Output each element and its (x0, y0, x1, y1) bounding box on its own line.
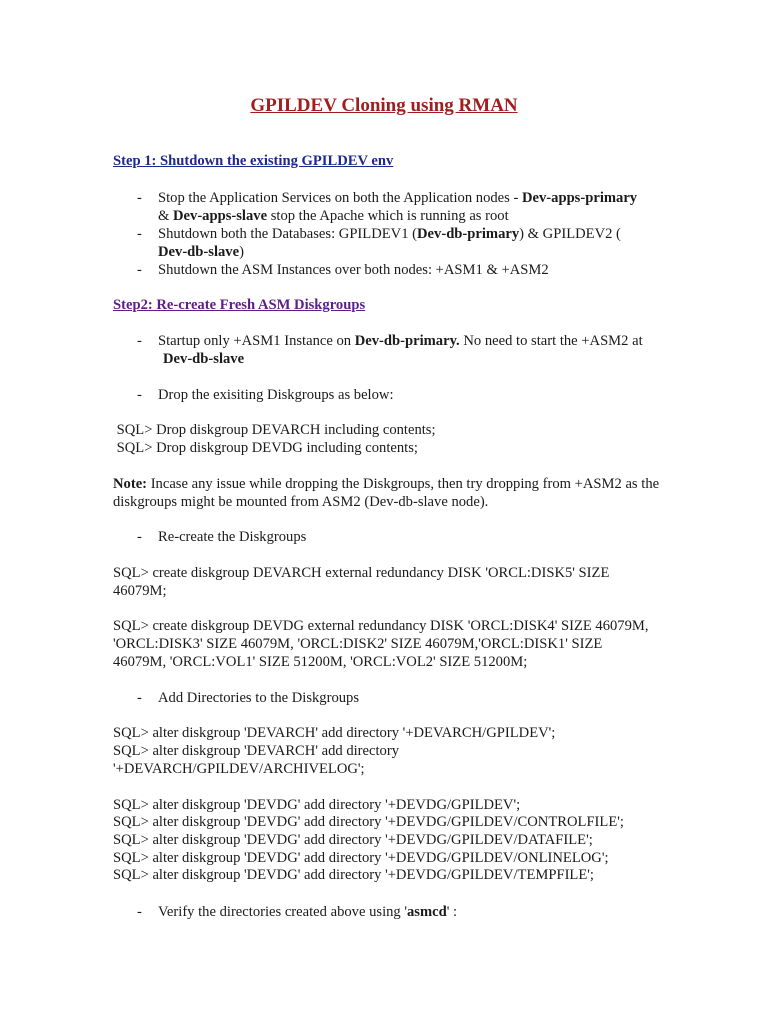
create-sql-devarch: SQL> create diskgroup DEVARCH external redundancy DISK 'ORCL:DISK5' SIZE 46079M; (113, 565, 610, 599)
step2-bullet-verify (137, 903, 677, 921)
create-sql-devdg: SQL> create diskgroup DEVDG external redundancy DISK 'ORCL:DISK4' SIZE 46079M, 'ORCL:DISK3' SIZE 46079M, 'ORCL:DISK2' SIZE 46079M,'ORCL:DISK1' SIZE 46079M, 'ORCL:VOL1' SIZE 51200M, 'ORCL:VOL2' SIZE 51200M; (113, 618, 649, 670)
step2-bullet-add-dirs (137, 689, 677, 707)
bullet-text: Shutdown the ASM Instances over both nodes: +ASM1 & +ASM2 (158, 262, 549, 278)
bullet-text: Startup only +ASM1 Instance on Dev-db-primary. No need to start the +ASM2 at Dev-db-slave (158, 333, 643, 367)
devdg-sql-line: SQL> alter diskgroup 'DEVDG' add directory '+DEVDG/GPILDEV/TEMPFILE'; (113, 867, 594, 883)
note-label: Note: (113, 476, 148, 492)
devarch-sql-line: SQL> alter diskgroup 'DEVARCH' add directory (113, 743, 400, 759)
note-text: Incase any issue while dropping the Diskgroups, then try dropping from +ASM2 as the diskgroups might be mounted from ASM2 (Dev-db-slave node). (113, 476, 660, 510)
note-paragraph (113, 475, 661, 511)
step1-bullet-stop-app (137, 189, 677, 225)
bullet-dash: - (137, 333, 142, 349)
devarch-sql-line: '+DEVARCH/GPILDEV/ARCHIVELOG'; (113, 761, 365, 777)
bullet-dash: - (137, 387, 142, 403)
step2-bullet-drop (137, 386, 677, 404)
devdg-sql-line: SQL> alter diskgroup 'DEVDG' add directory '+DEVDG/GPILDEV/DATAFILE'; (113, 832, 593, 848)
bullet-text: Shutdown both the Databases: GPILDEV1 (Dev-db-primary) & GPILDEV2 ( Dev-db-slave) (158, 226, 621, 260)
bullet-dash: - (137, 690, 142, 706)
bullet-text: Stop the Application Services on both the Application nodes - Dev-apps-primary & Dev-apps-slave stop the Apache which is running as root (158, 190, 638, 224)
step2-heading: Step2: Re-create Fresh ASM Diskgroups (113, 297, 366, 313)
bullet-dash: - (137, 190, 142, 206)
step1-heading: Step 1: Shutdown the existing GPILDEV env (113, 153, 394, 169)
bullet-text: Re-create the Diskgroups (158, 529, 307, 545)
devdg-sql-line: SQL> alter diskgroup 'DEVDG' add directory '+DEVDG/GPILDEV/CONTROLFILE'; (113, 814, 624, 830)
document-title: GPILDEV Cloning using RMAN (250, 95, 518, 116)
bullet-text: Add Directories to the Diskgroups (158, 690, 360, 706)
step2-bullet-recreate (137, 528, 677, 546)
step1-bullet-shutdown-db (137, 225, 677, 261)
step1-bullet-shutdown-asm (137, 261, 677, 279)
devdg-sql-line: SQL> alter diskgroup 'DEVDG' add directory '+DEVDG/GPILDEV/ONLINELOG'; (113, 850, 609, 866)
devarch-sql-line: SQL> alter diskgroup 'DEVARCH' add directory '+DEVARCH/GPILDEV'; (113, 725, 556, 741)
drop-sql-devdg: SQL> Drop diskgroup DEVDG including contents; (113, 440, 418, 456)
bullet-text: Drop the exisiting Diskgroups as below: (158, 387, 394, 403)
bullet-dash: - (137, 226, 142, 242)
bullet-dash: - (137, 529, 142, 545)
drop-sql-devarch: SQL> Drop diskgroup DEVARCH including contents; (113, 422, 436, 438)
bullet-dash: - (137, 904, 142, 920)
bullet-dash: - (137, 262, 142, 278)
bullet-text: Verify the directories created above using 'asmcd' : (158, 904, 458, 920)
devdg-sql-line: SQL> alter diskgroup 'DEVDG' add directory '+DEVDG/GPILDEV'; (113, 797, 521, 813)
step2-bullet-startup (137, 332, 677, 368)
